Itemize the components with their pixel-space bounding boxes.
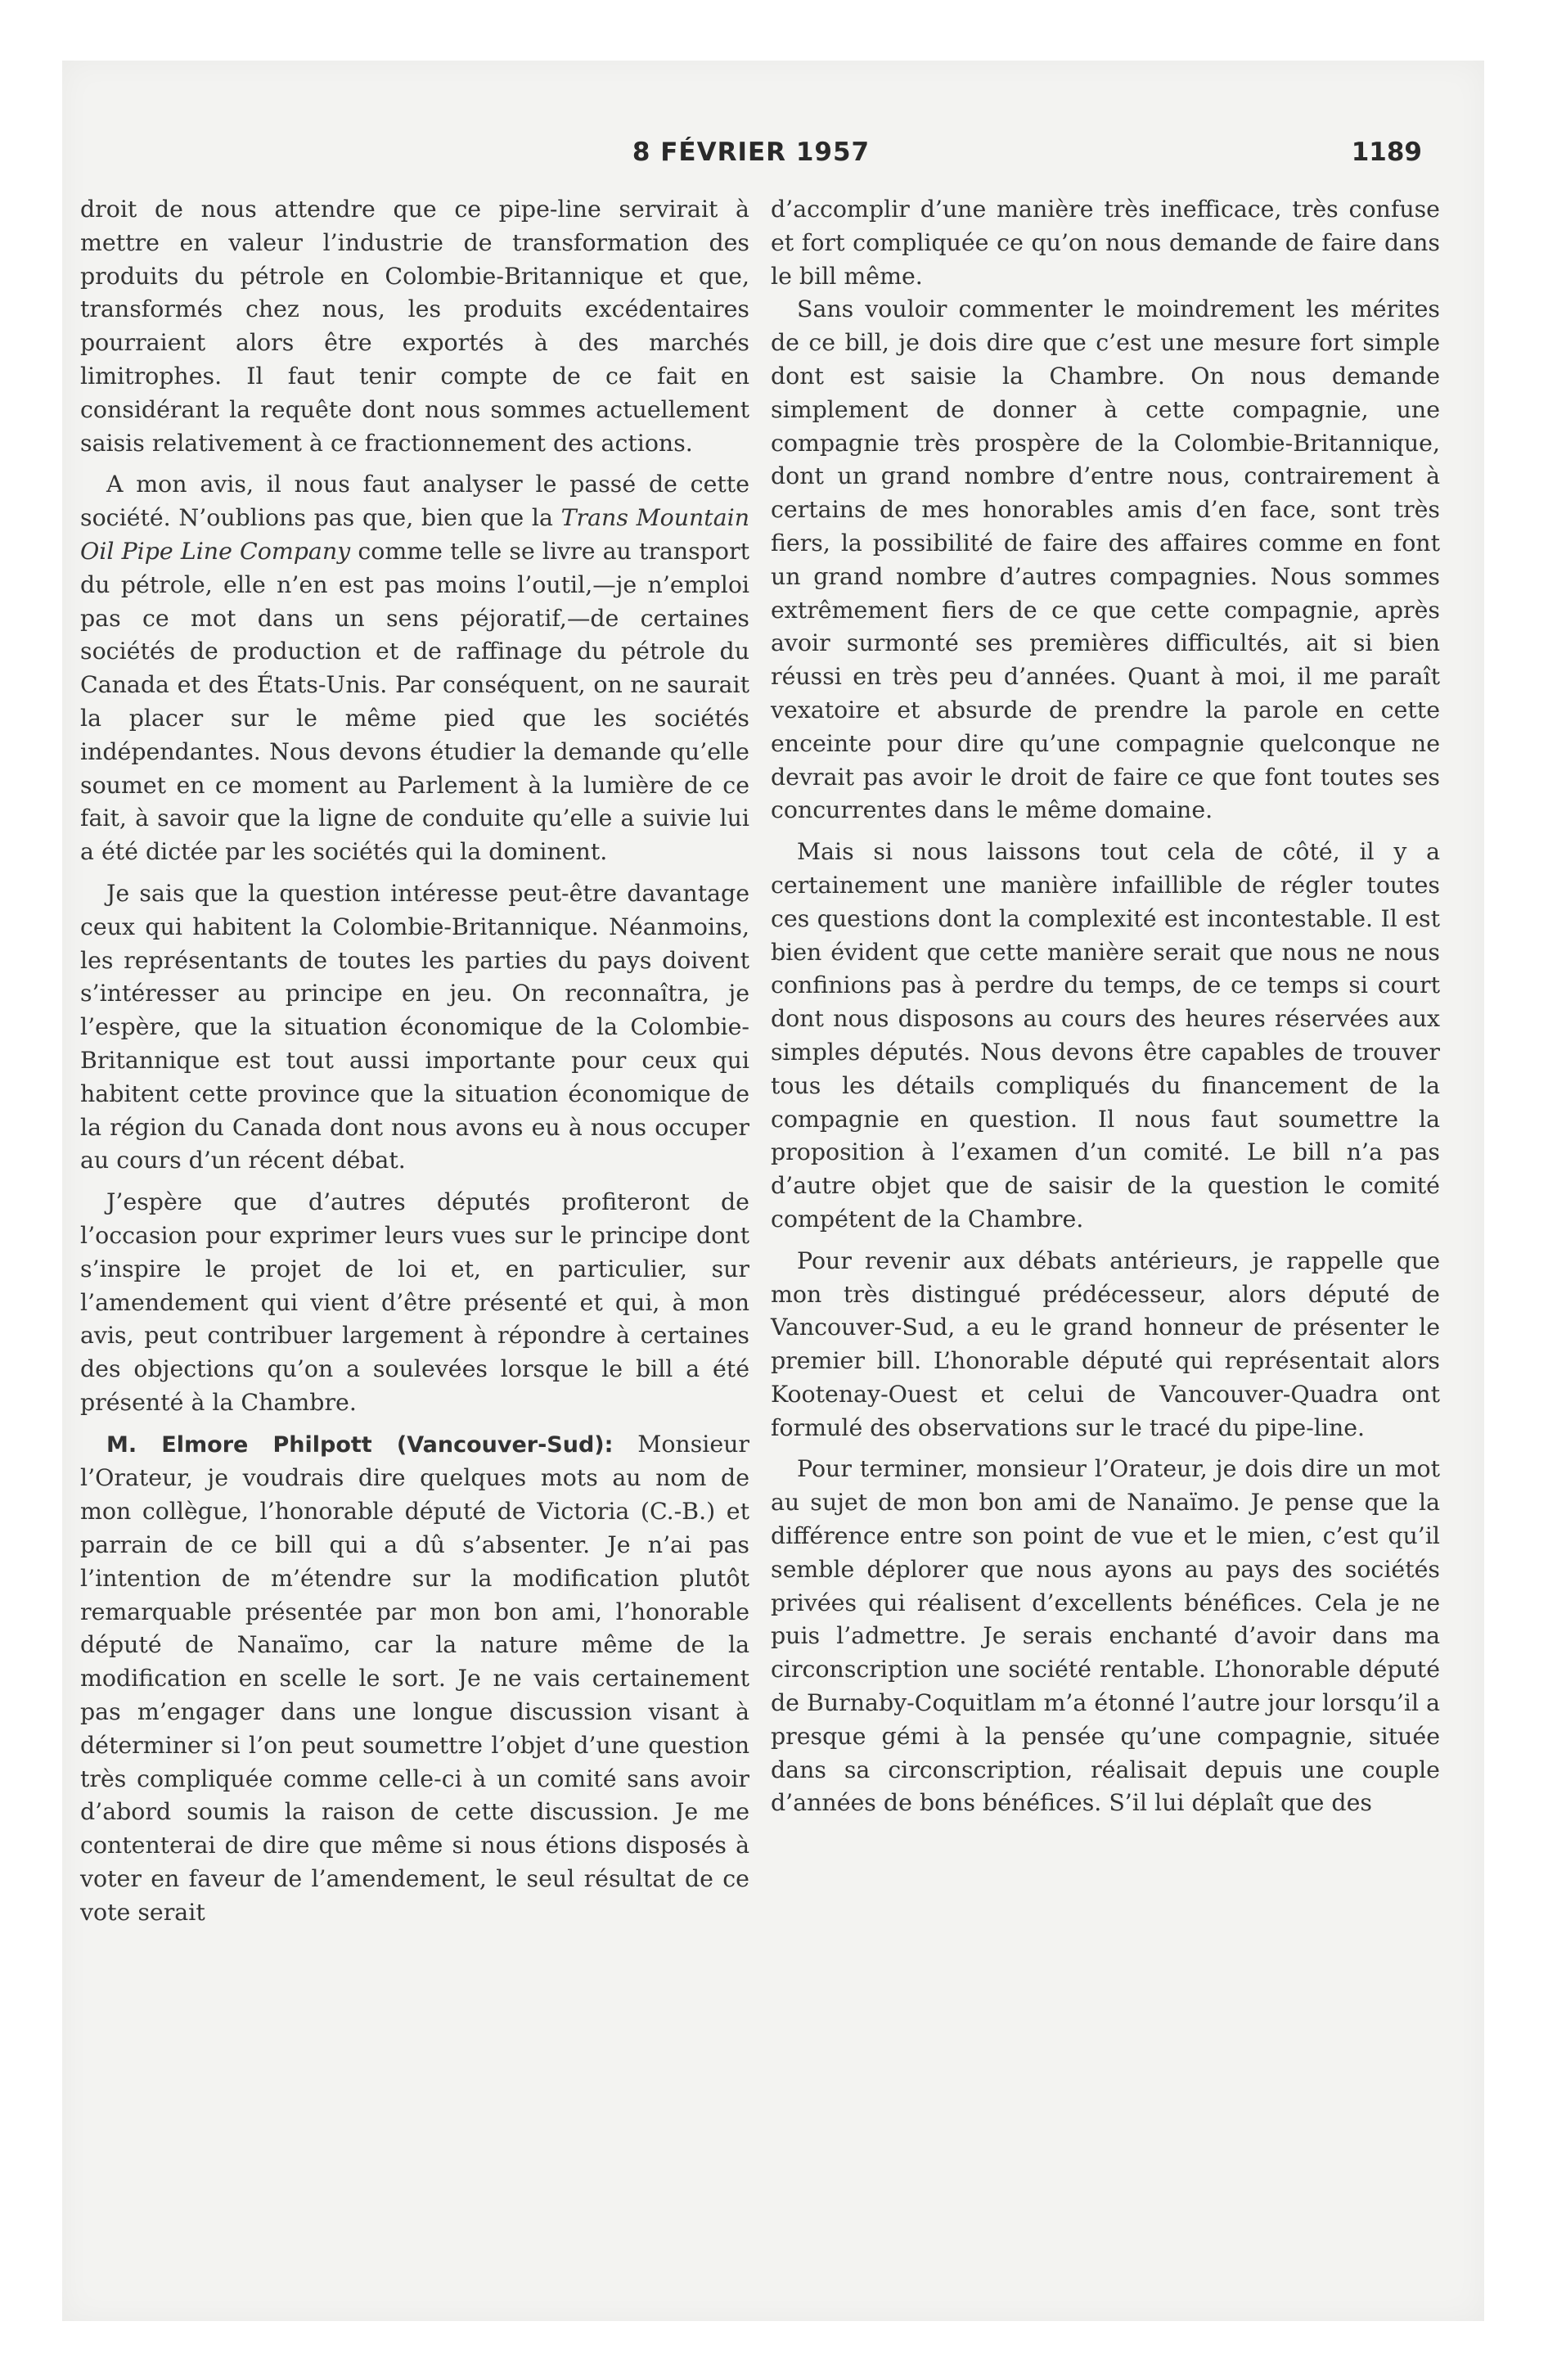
paragraph: Je sais que la question intéresse peut-être davantage ceux qui habitent la Colombie-Britannique. Néanmoins, les représentants de toutes les parties du pays doivent s’intéresser au principe en jeu. On reconnaîtra, je l’espère, que la situation économique de la Colombie-Britannique est tout aussi importante pour ceux qui habitent cette province que la situation économique de la région du Canada dont nous avons eu à nous occuper au cours d’un récent débat.: [80, 879, 749, 1174]
header-date: 8 FÉVRIER 1957: [632, 137, 871, 167]
paragraph: Pour terminer, monsieur l’Orateur, je dois dire un mot au sujet de mon bon ami de Nanaïmo. Je pense que la différence entre son point de vue et le mien, c’est qu’il semble déplorer que nous ayons au pays des sociétés privées qui réalisent d’excellents bénéfices. Cela je ne puis l’admettre. Je serais enchanté d’avoir dans ma circonscription une société rentable. L’honorable député de Burnaby-Coquitlam m’a étonné l’autre jour lorsqu’il a presque gémi à la pensée qu’une compagnie, située dans sa circonscription, réalisait depuis une couple d’années de bons bénéfices. S’il lui déplaît que des: [771, 1455, 1440, 1817]
paragraph: Mais si nous laissons tout cela de côté, il y a certainement une manière infaillible de régler toutes ces questions dont la complexité est incontestable. Il est bien évident que cette manière serait que nous ne nous confinions pas à perdre du temps, de ce temps si court dont nous disposons au cours des heures réservées aux simples députés. Nous devons être capables de trouver tous les détails compliqués du financement de la compagnie en question. Il nous faut soumettre la proposition à l’examen d’un comité. Le bill n’a pas d’autre objet que de saisir de la question le comité compétent de la Chambre.: [771, 838, 1440, 1233]
paragraph: Pour revenir aux débats antérieurs, je rappelle que mon très distingué prédécesseur, alors député de Vancouver-Sud, a eu le grand honneur de présenter le premier bill. L’honorable député qui représentait alors Kootenay-Ouest et celui de Vancouver-Quadra ont formulé des observations sur le tracé du pipe-line.: [771, 1246, 1440, 1441]
paragraph: [80, 468, 749, 869]
paragraph: droit de nous attendre que ce pipe-line servirait à mettre en valeur l’industrie de transformation des produits du pétrole en Colombie-Britannique et que, transformés chez nous, les produits excédentaires pourraient alors être exportés à des marchés limitrophes. Il faut tenir compte de ce fait en considérant la requête dont nous sommes actuellement saisis relativement à ce fractionnement des actions.: [80, 196, 749, 457]
page-header: [80, 137, 1422, 170]
page-number: 1189: [1351, 137, 1422, 167]
company-name: Trans Mountain Oil Pipe Line Company: [80, 504, 750, 565]
paragraph: d’accomplir d’une manière très inefficace, très confuse et fort compliquée ce qu’on nous demande de faire dans le bill même.: [771, 196, 1440, 290]
paragraph: [80, 1428, 749, 1930]
paragraph: J’espère que d’autres députés profiteront de l’occasion pour exprimer leurs vues sur le principe dont s’inspire le projet de loi et, en particulier, sur l’amendement qui vient d’être présenté et qui, à mon avis, peut contribuer largement à répondre à certaines des objections qu’on a soulevées lorsque le bill a été présenté à la Chambre.: [80, 1188, 749, 1416]
speaker-name: M. Elmore Philpott (Vancouver-Sud):: [106, 1431, 614, 1458]
right-column: [771, 193, 1440, 1820]
left-column: [80, 193, 749, 1930]
paragraph: Sans vouloir commenter le moindrement les mérites de ce bill, je dois dire que c’est une mesure fort simple dont est saisie la Chambre. On nous demande simplement de donner à cette compagnie, une compagnie très prospère de la Colombie-Britannique, dont un grand nombre d’entre nous, contrairement à certains de mes honorables amis d’en face, sont très fiers, la possibilité de faire des affaires comme en font un grand nombre d’autres compagnies. Nous sommes extrêmement fiers de ce que cette compagnie, après avoir surmonté ses premières difficultés, ait si bien réussi en très peu d’années. Quant à moi, il me paraît vexatoire et absurde de prendre la parole en cette enceinte pour dire qu’une compagnie quelconque ne devrait pas avoir le droit de faire ce que font toutes ses concurrentes dans le même domaine.: [771, 295, 1440, 824]
paragraph-text: Monsieur l’Orateur, je voudrais dire quelques mots au nom de mon collègue, l’honorable député de Victoria (C.-B.) et parrain de ce bill qui a dû s’absenter. Je n’ai pas l’intention de m’étendre sur la modification plutôt remarquable présentée par mon bon ami, l’honorable député de Nanaïmo, car la nature même de la modification en scelle le sort. Je ne vais certainement pas m’engager dans une longue discussion visant à déterminer si l’on peut soumettre l’objet d’une question très compliquée comme celle-ci à un comité sans avoir d’abord soumis la raison de cette discussion. Je me contenterai de dire que même si nous étions disposés à voter en faveur de l’amendement, le seul résultat de ce vote serait: [80, 1430, 749, 1926]
paragraph-text: A mon avis, il nous faut analyser le passé de cette société. N’oublions pas que, bien que la: [80, 471, 749, 532]
paragraph-text: comme telle se livre au transport du pétrole, elle n’en est pas moins l’outil,—je n’emploi pas ce mot dans un sens péjoratif,—de certaines sociétés de production et de raffinage du pétrole du Canada et des États-Unis. Par conséquent, on ne saurait la placer sur le même pied que les sociétés indépendantes. Nous devons étudier la demande qu’elle soumet en ce moment au Parlement à la lumière de ce fait, à savoir que la ligne de conduite qu’elle a suivie lui a été dictée par les sociétés qui la dominent.: [80, 537, 749, 866]
